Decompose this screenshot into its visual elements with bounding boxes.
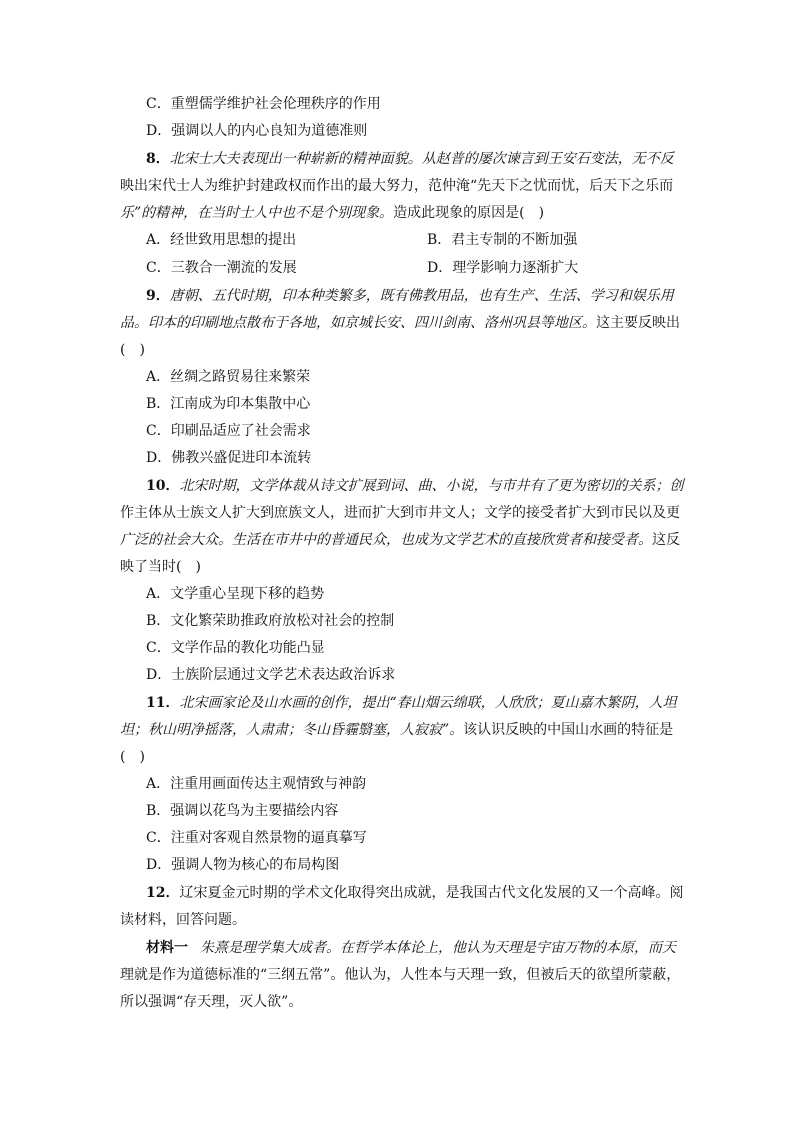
q11-option-c: C．注重对客观自然景物的逼真摹写 <box>146 830 367 846</box>
q9-option-d: D．佛教兴盛促进印本流转 <box>146 450 312 466</box>
q11-option-a: A．注重用画面传达主观情致与神韵 <box>146 776 367 792</box>
q11-option-b: B．强调以花鸟为主要描绘内容 <box>146 803 339 819</box>
q10-stem-line1: 10．北宋时期，文学体裁从诗文扩展到词、曲、小说，与市井有了更为密切的关系；创 <box>146 478 684 494</box>
material-label: 材料一 <box>146 940 188 956</box>
q8-option-b: B．君主专制的不断加强 <box>427 232 578 248</box>
q9-option-c: C．印刷品适应了社会需求 <box>146 423 311 439</box>
q8-stem-line1 <box>146 149 674 169</box>
q9-number: 9． <box>146 288 170 304</box>
q7-option-d: D．强调以人的内心良知为道德准则 <box>146 123 368 139</box>
q8-stem-line2: 映出宋代士人为维护封建政权而作出的最大努力，范仲淹“先天下之忧而忧，后天下之乐而 <box>120 178 674 194</box>
q10-option-b: B．文化繁荣助推政府放松对社会的控制 <box>146 613 395 629</box>
q10-option-c: C．文学作品的教化功能凸显 <box>146 640 325 656</box>
q12-number: 12． <box>146 885 180 901</box>
q12-material-line3: 所以强调“存天理，灭人欲”。 <box>120 994 303 1010</box>
q11-stem-line2: 坦；秋山明净摇落，人肃肃；冬山昏霾翳塞，人寂寂”。该认识反映的中国山水画的特征是 <box>120 722 674 738</box>
q9-option-b: B．江南成为印本集散中心 <box>146 396 311 412</box>
q7-option-c: C．重塑儒学维护社会伦理秩序的作用 <box>146 96 381 112</box>
q8-stem-line3: 乐”的精神，在当时士人中也不是个别现象。造成此现象的原因是( ) <box>120 205 545 221</box>
q9-answer-blank: ( ) <box>120 342 145 358</box>
q11-number: 11． <box>146 695 180 711</box>
q9-stem-line2: 品。印本的印刷地点散布于各地，如京城长安、四川剑南、洛州巩县等地区。这主要反映出 <box>120 315 680 331</box>
q10-number: 10． <box>146 478 180 494</box>
q11-stem-line1: 11．北宋画家论及山水画的创作，提出“春山烟云绵联，人欣欣；夏山嘉木繁阴，人坦 <box>146 695 677 711</box>
q12-stem-line2: 读材料，回答问题。 <box>120 912 246 928</box>
q8-text: 北宋士大夫表现出一种崭新的精神面貌。从赵普的屡次谏言到王安石变法，无不反 <box>169 151 674 167</box>
q10-stem-line4: 映了当时( ) <box>120 559 201 575</box>
q11-answer-blank: ( ) <box>120 749 145 765</box>
q9-option-a: A．丝绸之路贸易往来繁荣 <box>146 369 311 385</box>
q8-option-a: A．经世致用思想的提出 <box>146 232 297 248</box>
q9-stem-line1: 9．唐朝、五代时期，印本种类繁多，既有佛教用品，也有生产、生活、学习和娱乐用 <box>146 288 674 304</box>
q8-option-d: D．理学影响力逐渐扩大 <box>427 260 579 276</box>
q12-material-line2: 理就是作为道德标准的“三纲五常”。他认为，人性本与天理一致，但被后天的欲望所蒙蔽， <box>120 967 681 983</box>
q8-number: 8． <box>146 151 170 167</box>
q10-stem-line2: 作主体从士族文人扩大到庶族文人，进而扩大到市井文人；文学的接受者扩大到市民以及更 <box>120 505 680 521</box>
q12-material-line1: 材料一 朱熹是理学集大成者。在哲学本体论上，他认为天理是宇宙万物的本原，而天 <box>146 940 676 956</box>
q10-option-a: A．文学重心呈现下移的趋势 <box>146 586 325 602</box>
q8-option-c: C．三教合一潮流的发展 <box>146 260 297 276</box>
q12-stem-line1: 12．辽宋夏金元时期的学术文化取得突出成就，是我国古代文化发展的又一个高峰。阅 <box>146 885 684 901</box>
q10-stem-line3: 广泛的社会大众。生活在市井中的普通民众，也成为文学艺术的直接欣赏者和接受者。这反 <box>120 532 680 548</box>
q11-option-d: D．强调人物为核心的布局构图 <box>146 857 340 873</box>
q10-option-d: D．士族阶层通过文学艺术表达政治诉求 <box>146 667 396 683</box>
